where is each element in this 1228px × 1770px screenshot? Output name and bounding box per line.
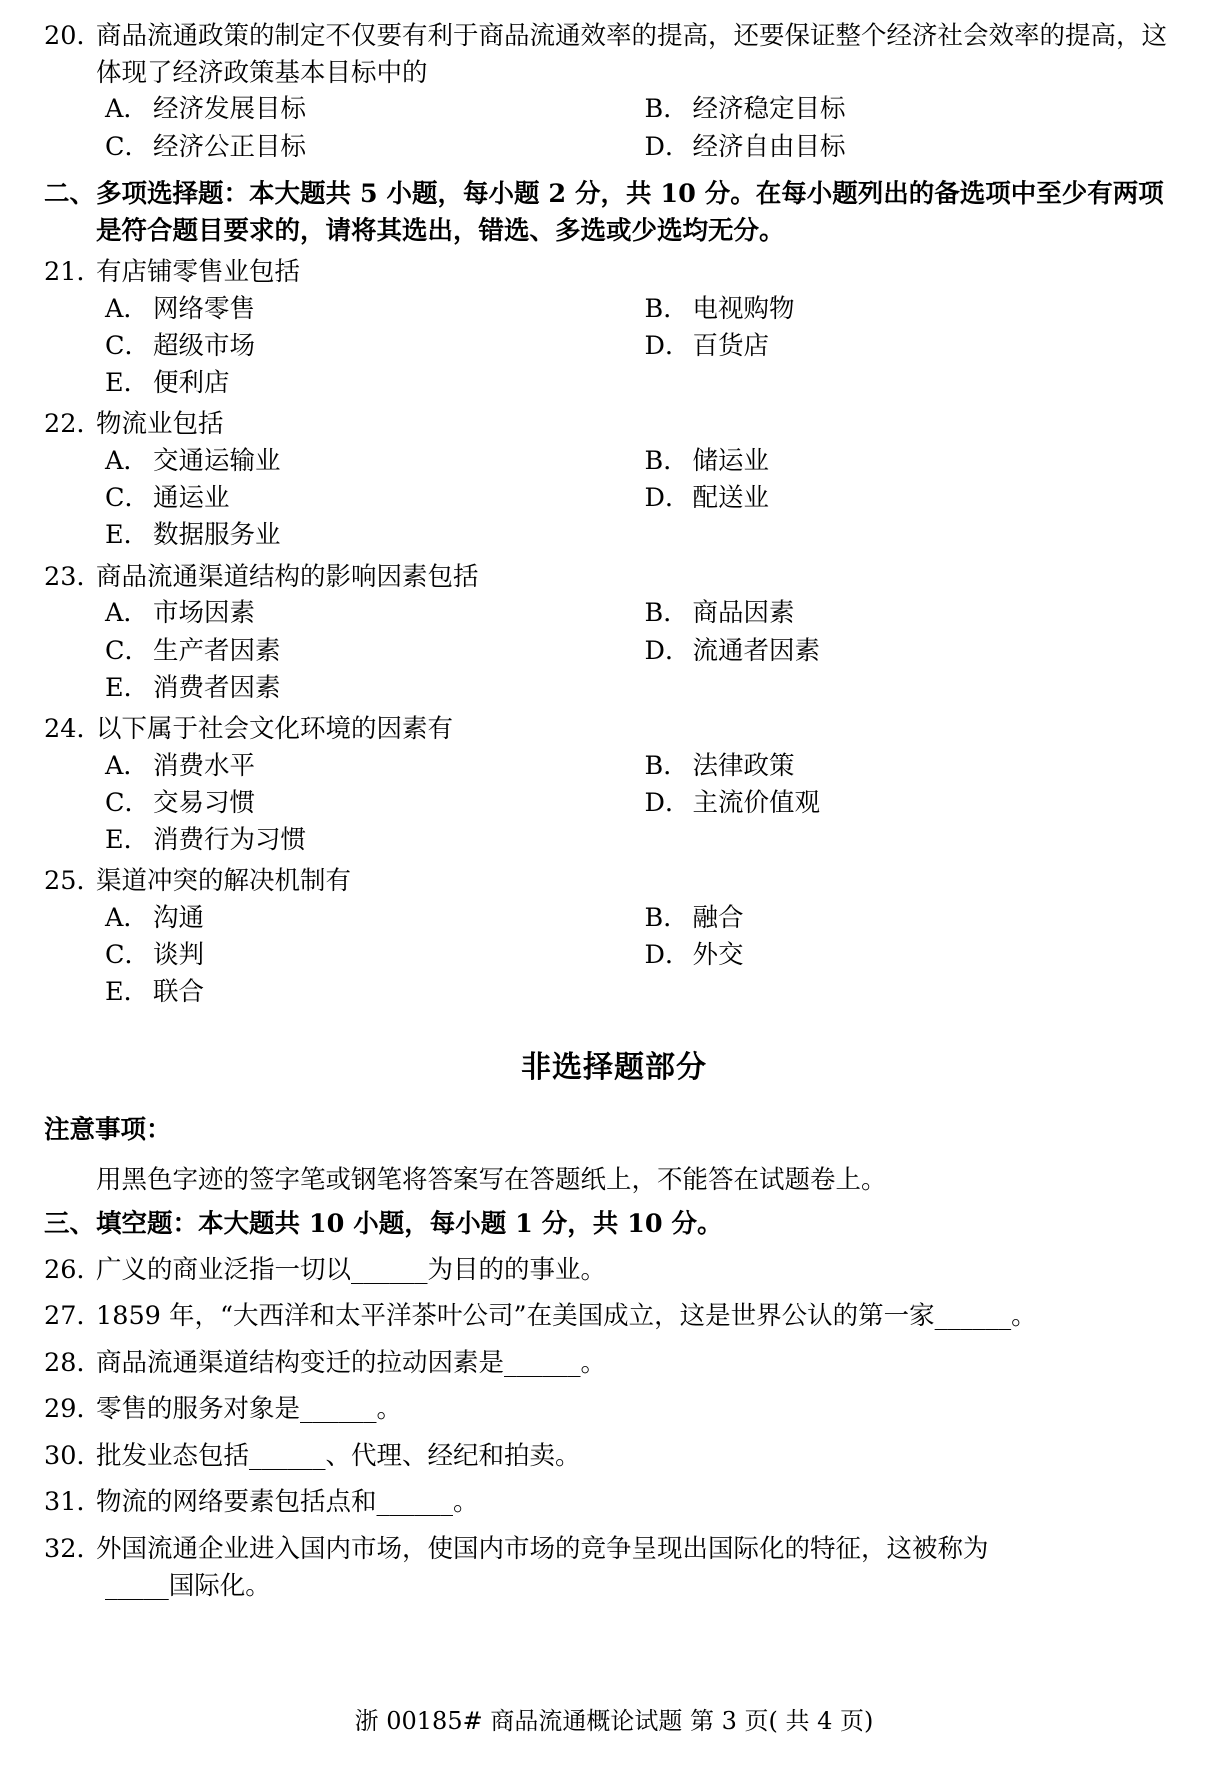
option-row xyxy=(105,129,1184,166)
option-row xyxy=(105,91,1184,128)
question-number: 24． xyxy=(44,713,102,744)
option-b[interactable] xyxy=(645,91,1185,128)
option-a[interactable] xyxy=(105,595,645,632)
question-25 xyxy=(44,863,1184,900)
section-number: 二、 xyxy=(44,178,96,209)
option-row xyxy=(105,595,1184,632)
option-row xyxy=(105,974,1184,1011)
option-letter: A． xyxy=(105,598,149,629)
option-text: 法律政策 xyxy=(692,750,795,781)
option-text: 经济自由目标 xyxy=(692,131,846,162)
option-letter: D． xyxy=(644,131,691,162)
option-c[interactable] xyxy=(105,129,645,166)
question-21-options xyxy=(105,291,1184,403)
question-number: 29． xyxy=(44,1394,102,1425)
option-text: 市场因素 xyxy=(153,598,256,629)
option-a[interactable] xyxy=(105,443,645,480)
option-letter: C． xyxy=(105,635,151,666)
question-number: 25． xyxy=(44,866,102,897)
option-letter: C． xyxy=(105,940,151,971)
question-23 xyxy=(44,559,1184,596)
question-29 xyxy=(44,1391,1184,1428)
option-c[interactable] xyxy=(105,633,645,670)
option-a[interactable] xyxy=(105,900,645,937)
section-number: 三、 xyxy=(44,1208,96,1239)
question-31 xyxy=(44,1484,1184,1521)
question-text: 外国流通企业进入国内市场，使国内市场的竞争呈现出国际化的特征，这被称为 xyxy=(96,1533,989,1564)
option-letter: E． xyxy=(105,672,150,703)
option-row xyxy=(105,480,1184,517)
option-row xyxy=(105,670,1184,707)
option-row xyxy=(105,443,1184,480)
option-e[interactable] xyxy=(105,822,1184,859)
option-letter: E． xyxy=(105,977,150,1008)
option-a[interactable] xyxy=(105,748,645,785)
option-row xyxy=(105,291,1184,328)
option-text: 交易习惯 xyxy=(153,787,256,818)
option-letter: A． xyxy=(105,903,149,934)
question-text: 1859 年，“大西洋和太平洋茶叶公司”在美国成立，这是世界公认的第一家______。 xyxy=(96,1301,1037,1332)
option-text: 生产者因素 xyxy=(153,635,281,666)
option-letter: D． xyxy=(644,940,691,971)
question-number: 23． xyxy=(44,561,102,592)
question-text: 有店铺零售业包括 xyxy=(96,256,301,287)
question-text: 零售的服务对象是______。 xyxy=(96,1394,403,1425)
option-text: 外交 xyxy=(692,940,744,971)
option-text: 商品因素 xyxy=(692,598,795,629)
page-title: 非选择题部分 xyxy=(521,1049,707,1085)
question-text: 商品流通政策的制定不仅要有利于商品流通效率的提高，还要保证整个经济社会效率的提高，这体现了经济政策基本目标中的 xyxy=(96,21,1168,88)
option-text: 超级市场 xyxy=(153,330,256,361)
option-letter: A． xyxy=(105,445,149,476)
option-b[interactable] xyxy=(645,900,1185,937)
option-e[interactable] xyxy=(105,517,1184,554)
option-c[interactable] xyxy=(105,785,645,822)
option-text: 消费水平 xyxy=(153,750,256,781)
option-b[interactable] xyxy=(645,748,1185,785)
option-row xyxy=(105,328,1184,365)
option-letter: E． xyxy=(105,520,150,551)
notice-heading: 注意事项： xyxy=(44,1114,172,1145)
option-text: 融合 xyxy=(692,903,744,934)
option-text: 经济稳定目标 xyxy=(692,94,846,125)
option-text: 数据服务业 xyxy=(153,520,281,551)
question-number: 22． xyxy=(44,409,102,440)
option-text: 谈判 xyxy=(153,940,205,971)
option-text: 沟通 xyxy=(153,903,205,934)
option-letter: A． xyxy=(105,94,149,125)
question-26 xyxy=(44,1252,1184,1289)
question-number: 32． xyxy=(44,1533,102,1564)
option-letter: B． xyxy=(644,598,689,629)
option-row xyxy=(105,365,1184,402)
option-letter: C． xyxy=(105,483,151,514)
option-b[interactable] xyxy=(645,291,1185,328)
option-row xyxy=(105,785,1184,822)
option-letter: A． xyxy=(105,750,149,781)
option-e[interactable] xyxy=(105,974,1184,1011)
option-b[interactable] xyxy=(645,443,1185,480)
question-23-options xyxy=(105,595,1184,707)
question-text: 批发业态包括______、代理、经纪和拍卖。 xyxy=(96,1440,581,1471)
question-text: 物流业包括 xyxy=(96,409,224,440)
page-footer: 浙 00185# 商品流通概论试题 第 3 页( 共 4 页) xyxy=(354,1707,874,1735)
option-d[interactable] xyxy=(645,785,1185,822)
option-c[interactable] xyxy=(105,937,645,974)
option-letter: B． xyxy=(644,750,689,781)
option-letter: D． xyxy=(644,483,691,514)
question-20-options xyxy=(105,91,1184,165)
question-24-options xyxy=(105,748,1184,860)
question-22 xyxy=(44,406,1184,443)
question-text: 商品流通渠道结构的影响因素包括 xyxy=(96,561,479,592)
question-32-continued: _____国际化。 xyxy=(105,1571,271,1602)
option-letter: D． xyxy=(644,635,691,666)
option-letter: C． xyxy=(105,131,151,162)
question-20 xyxy=(44,18,1184,91)
question-22-options xyxy=(105,443,1184,555)
page-content xyxy=(44,14,1184,1606)
question-text: 渠道冲突的解决机制有 xyxy=(96,866,352,897)
option-letter: C． xyxy=(105,330,151,361)
option-text: 流通者因素 xyxy=(692,635,821,666)
option-a[interactable] xyxy=(105,91,645,128)
option-a[interactable] xyxy=(105,291,645,328)
option-e[interactable] xyxy=(105,670,1184,707)
notice-body: 用黑色字迹的签字笔或钢笔将答案写在答题纸上，不能答在试题卷上。 xyxy=(96,1164,887,1195)
question-number: 20． xyxy=(44,21,102,51)
option-text: 网络零售 xyxy=(153,293,256,324)
question-28 xyxy=(44,1345,1184,1382)
option-text: 主流价值观 xyxy=(692,787,821,818)
option-text: 便利店 xyxy=(153,367,230,398)
option-d[interactable] xyxy=(645,129,1185,166)
question-number: 21． xyxy=(44,256,102,287)
question-24 xyxy=(44,711,1184,748)
option-d[interactable] xyxy=(645,937,1185,974)
option-letter: D． xyxy=(644,787,691,818)
question-text: 商品流通渠道结构变迁的拉动因素是______。 xyxy=(96,1347,607,1378)
question-32 xyxy=(44,1531,1184,1568)
option-letter: B． xyxy=(644,445,689,476)
section-heading-3 xyxy=(44,1206,1184,1243)
option-row xyxy=(105,748,1184,785)
option-letter: B． xyxy=(644,903,689,934)
option-c[interactable] xyxy=(105,480,645,517)
option-d[interactable] xyxy=(645,633,1185,670)
question-number: 31． xyxy=(44,1487,102,1518)
option-letter: D． xyxy=(644,330,691,361)
option-text: 经济公正目标 xyxy=(153,131,307,162)
option-text: 电视购物 xyxy=(692,293,795,324)
question-text: 物流的网络要素包括点和______。 xyxy=(96,1487,479,1518)
question-21 xyxy=(44,254,1184,291)
option-row xyxy=(105,822,1184,859)
option-text: 消费者因素 xyxy=(153,672,281,703)
question-text: 广义的商业泛指一切以______为目的的事业。 xyxy=(96,1254,607,1285)
option-b[interactable] xyxy=(645,595,1185,632)
question-number: 27． xyxy=(44,1301,102,1332)
option-row xyxy=(105,900,1184,937)
option-text: 交通运输业 xyxy=(153,445,281,476)
option-row xyxy=(105,937,1184,974)
option-text: 百货店 xyxy=(692,330,770,361)
question-number: 26． xyxy=(44,1254,102,1285)
question-30 xyxy=(44,1438,1184,1475)
option-letter: B． xyxy=(644,293,689,324)
option-d[interactable] xyxy=(645,480,1185,517)
option-letter: A． xyxy=(105,293,149,324)
option-d[interactable] xyxy=(645,328,1185,365)
question-text: 以下属于社会文化环境的因素有 xyxy=(96,713,454,744)
section-text: 多项选择题：本大题共 5 小题，每小题 2 分，共 10 分。在每小题列出的备选项中至少有两项是符合题目要求的，请将其选出，错选、多选或少选均无分。 xyxy=(96,178,1164,246)
option-text: 经济发展目标 xyxy=(153,94,307,125)
option-e[interactable] xyxy=(105,365,1184,402)
option-letter: B． xyxy=(644,94,689,125)
question-25-options xyxy=(105,900,1184,1012)
option-text: 配送业 xyxy=(692,483,770,514)
option-letter: E． xyxy=(105,825,150,856)
option-text: 储运业 xyxy=(692,445,770,476)
option-c[interactable] xyxy=(105,328,645,365)
question-number: 30． xyxy=(44,1440,102,1471)
option-letter: E． xyxy=(105,367,150,398)
question-27 xyxy=(44,1298,1184,1335)
option-letter: C． xyxy=(105,787,151,818)
option-text: 通运业 xyxy=(153,483,230,514)
question-number: 28． xyxy=(44,1347,102,1378)
option-row xyxy=(105,633,1184,670)
section-heading-2 xyxy=(44,176,1184,250)
option-text: 消费行为习惯 xyxy=(153,825,307,856)
option-text: 联合 xyxy=(153,977,205,1008)
option-row xyxy=(105,517,1184,554)
section-text: 填空题：本大题共 10 小题，每小题 1 分，共 10 分。 xyxy=(96,1208,723,1239)
